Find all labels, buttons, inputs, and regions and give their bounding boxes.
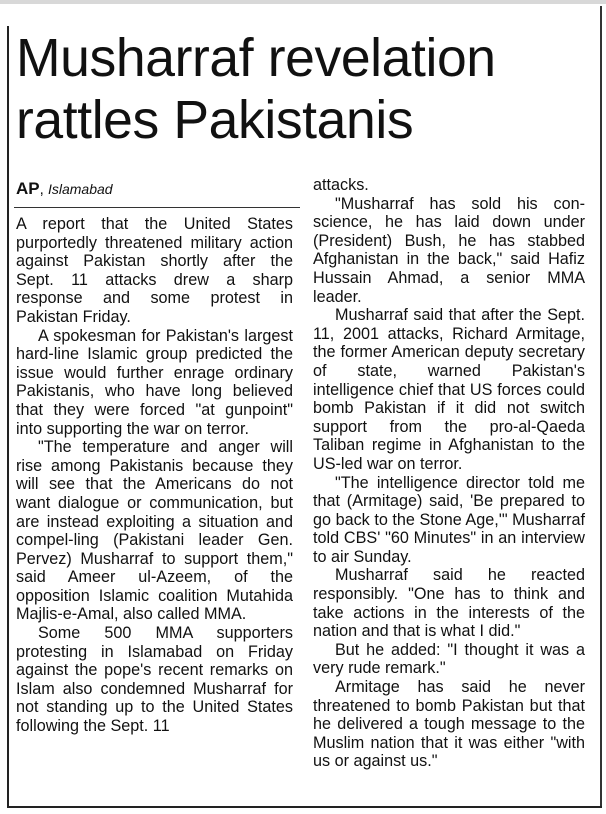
byline-agency: AP [16, 179, 40, 198]
paragraph: Some 500 MMA supporters protesting in Islamabad on Friday against the pope's recent remarks on Islam also condemned Musharraf for not standing up to the United States following the Sept. 11 [16, 624, 293, 736]
left-border-rule [7, 26, 9, 806]
article-column-left [16, 215, 293, 736]
article-column-right [313, 176, 585, 771]
bottom-border-rule [7, 806, 602, 808]
byline-location: Islamabad [47, 181, 113, 197]
byline-separator: , [39, 181, 44, 198]
paragraph: But he added: "I thought it was a very rude remark." [313, 640, 585, 678]
paragraph: "The intelligence director told me that (Armitage) said, 'Be prepared to go back to the Stone Age,'" Musharraf told CBS' "60 Minutes" in an interview to air Sunday. [313, 473, 585, 566]
byline [16, 178, 113, 200]
byline-divider [14, 207, 300, 208]
right-border-rule [600, 6, 602, 806]
paragraph: A report that the United States purportedly threatened military action against Pakistan shortly after the Sept. 11 attacks drew a sharp response and some protest in Pakistan Friday. [16, 215, 293, 326]
paragraph-continuation: attacks. [313, 176, 369, 194]
clipping-top-edge [0, 0, 606, 4]
paragraph: Armitage has said he never threatened to bomb Pakistan but that he delivered a tough message to the Muslim nation that it was either "with us or against us." [313, 678, 585, 771]
headline-line-1: Musharraf revelation [16, 29, 496, 88]
paragraph: "The temperature and anger will rise among Pakistanis because they will see that the Americans do not want dialogue or communication, but are instead exploiting a situation and compel-ling (Pakistani leader Gen. Pervez) Musharraf to support them," said Ameer ul-Azeem, of the opposition Islamic coalition Mutahida Majlis-e-Amal, also called MMA. [16, 438, 293, 624]
paragraph: Musharraf said he reacted responsibly. "One has to think and take actions in the interests of the nation and that is what I did." [313, 566, 585, 641]
headline-line-2: rattles Pakistanis [16, 91, 414, 150]
headline [16, 28, 596, 152]
paragraph: Musharraf said that after the Sept. 11, 2001 attacks, Richard Armitage, the former American deputy secretary of state, warned Pakistan's intelligence chief that US forces could bomb Pakistan if it did not switch support from the pro-al-Qaeda Taliban regime in Afghanistan to the US-led war on terror. [313, 306, 585, 473]
paragraph: A spokesman for Pakistan's largest hard-line Islamic group predicted the issue would further enrage ordinary Pakistanis, who have long believed that they were forced "at gunpoint" into supporting the war on terror. [16, 326, 293, 438]
paragraph: "Musharraf has sold his con-science, he has laid down under (President) Bush, he has stabbed Afghanistan in the back," said Hafiz Hussain Ahmad, a senior MMA leader. [313, 194, 585, 306]
